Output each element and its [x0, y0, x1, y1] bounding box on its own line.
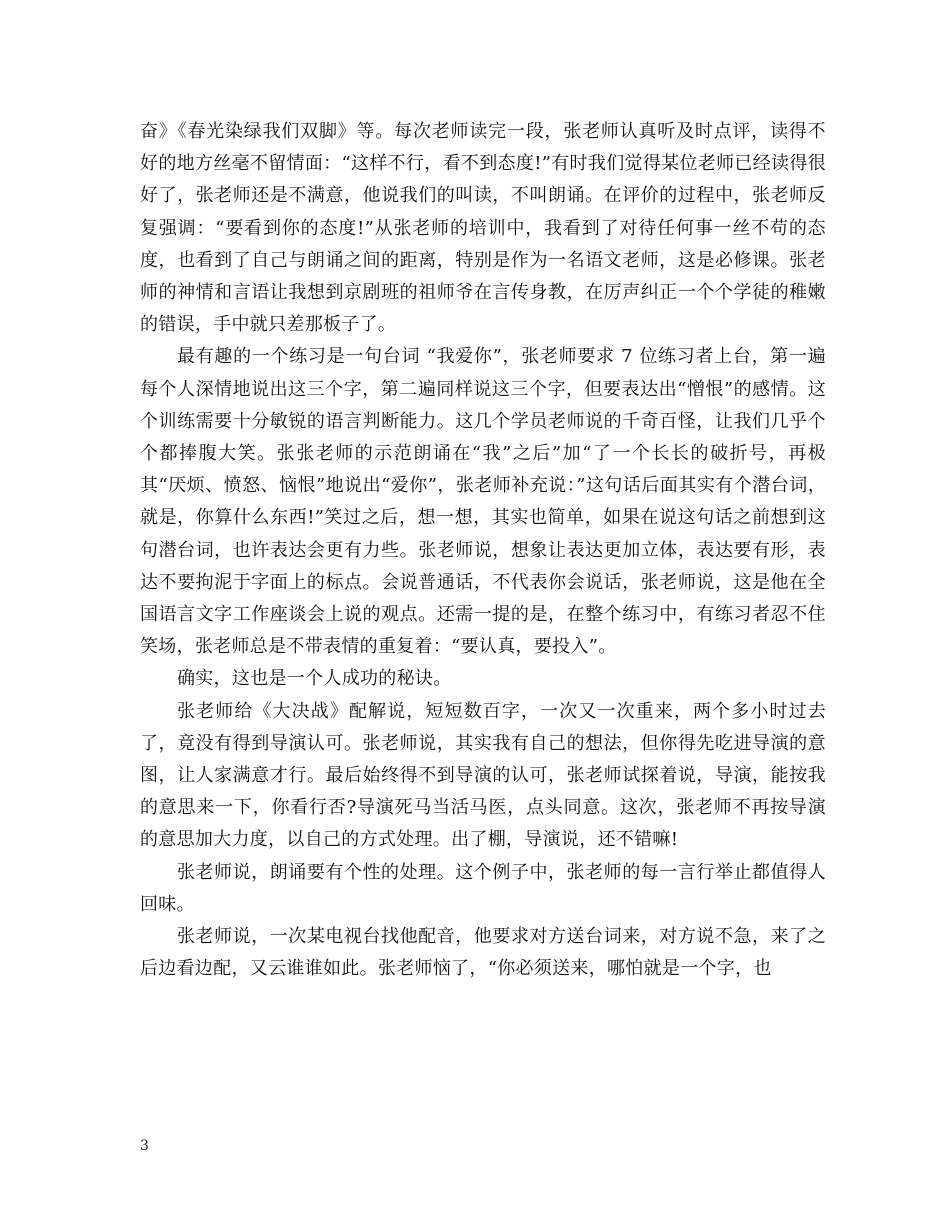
paragraph-3: 确实，这也是一个人成功的秘诀。: [177, 668, 452, 690]
paragraph-4: 张老师给《大决战》配解说，短短数百字，一次又一次重来，两个多小时过去了，竟没有得到导演认可。张老师说，其实我有自己的想法，但你得先吃进导演的意图，让人家满意才行。最后始终得不到导演的认可，张老师试探着说，导演，能按我的意思来一下，你看行否?导演死马当活马医，点头同意。这次，张老师不再按导演的意思加大力度，以自己的方式处理。出了棚，导演说，还不错嘛!: [140, 700, 826, 851]
paragraph-6: 张老师说，一次某电视台找他配音，他要求对方送台词来，对方说不急，来了之后边看边配，又云谁谁如此。张老师恼了，“你必须送来，哪怕就是一个字，也: [140, 926, 826, 980]
paragraph-1: 奋》《春光染绿我们双脚》等。每次老师读完一段，张老师认真听及时点评，读得不好的地方丝毫不留情面：“这样不行，看不到态度!”有时我们觉得某位老师已经读得很好了，张老师还是不满意，他说我们的叫读，不叫朗诵。在评价的过程中，张老师反复强调：“要看到你的态度!”从张老师的培训中，我看到了对待任何事一丝不苟的态度，也看到了自己与朗诵之间的距离，特别是作为一名语文老师，这是必修课。张老师的神情和言语让我想到京剧班的祖师爷在言传身教，在厉声纠正一个个学徒的稚嫩的错误，手中就只差那板子了。: [140, 121, 826, 336]
page-number: 3: [140, 1138, 149, 1154]
paragraph-2: 最有趣的一个练习是一句台词 “我爱你”，张老师要求 7 位练习者上台，第一遍每个人深情地说出这三个字，第二遍同样说这三个字，但要表达出“憎恨”的感情。这个训练需要十分敏锐的语言判断能力。这几个学员老师说的千奇百怪，让我们几乎个个都捧腹大笑。张张老师的示范朗诵在“我”之后”加“了一个长长的破折号，再极其“厌烦、愤怒、恼恨”地说出“爱你”，张老师补充说：”这句话后面其实有个潜台词，就是，你算什么东西!”笑过之后，想一想，其实也简单，如果在说这句话之前想到这句潜台词，也许表达会更有力些。张老师说，想象让表达更加立体，表达要有形，表达不要拘泥于字面上的标点。会说普通话，不代表你会说话，张老师说，这是他在全国语言文字工作座谈会上说的观点。还需一提的是，在整个练习中，有练习者忍不住笑场，张老师总是不带表情的重复着：“要认真，要投入”。: [140, 346, 826, 658]
paragraph-5: 张老师说，朗诵要有个性的处理。这个例子中，张老师的每一言行举止都值得人回味。: [140, 861, 826, 915]
document-body: [140, 116, 826, 985]
